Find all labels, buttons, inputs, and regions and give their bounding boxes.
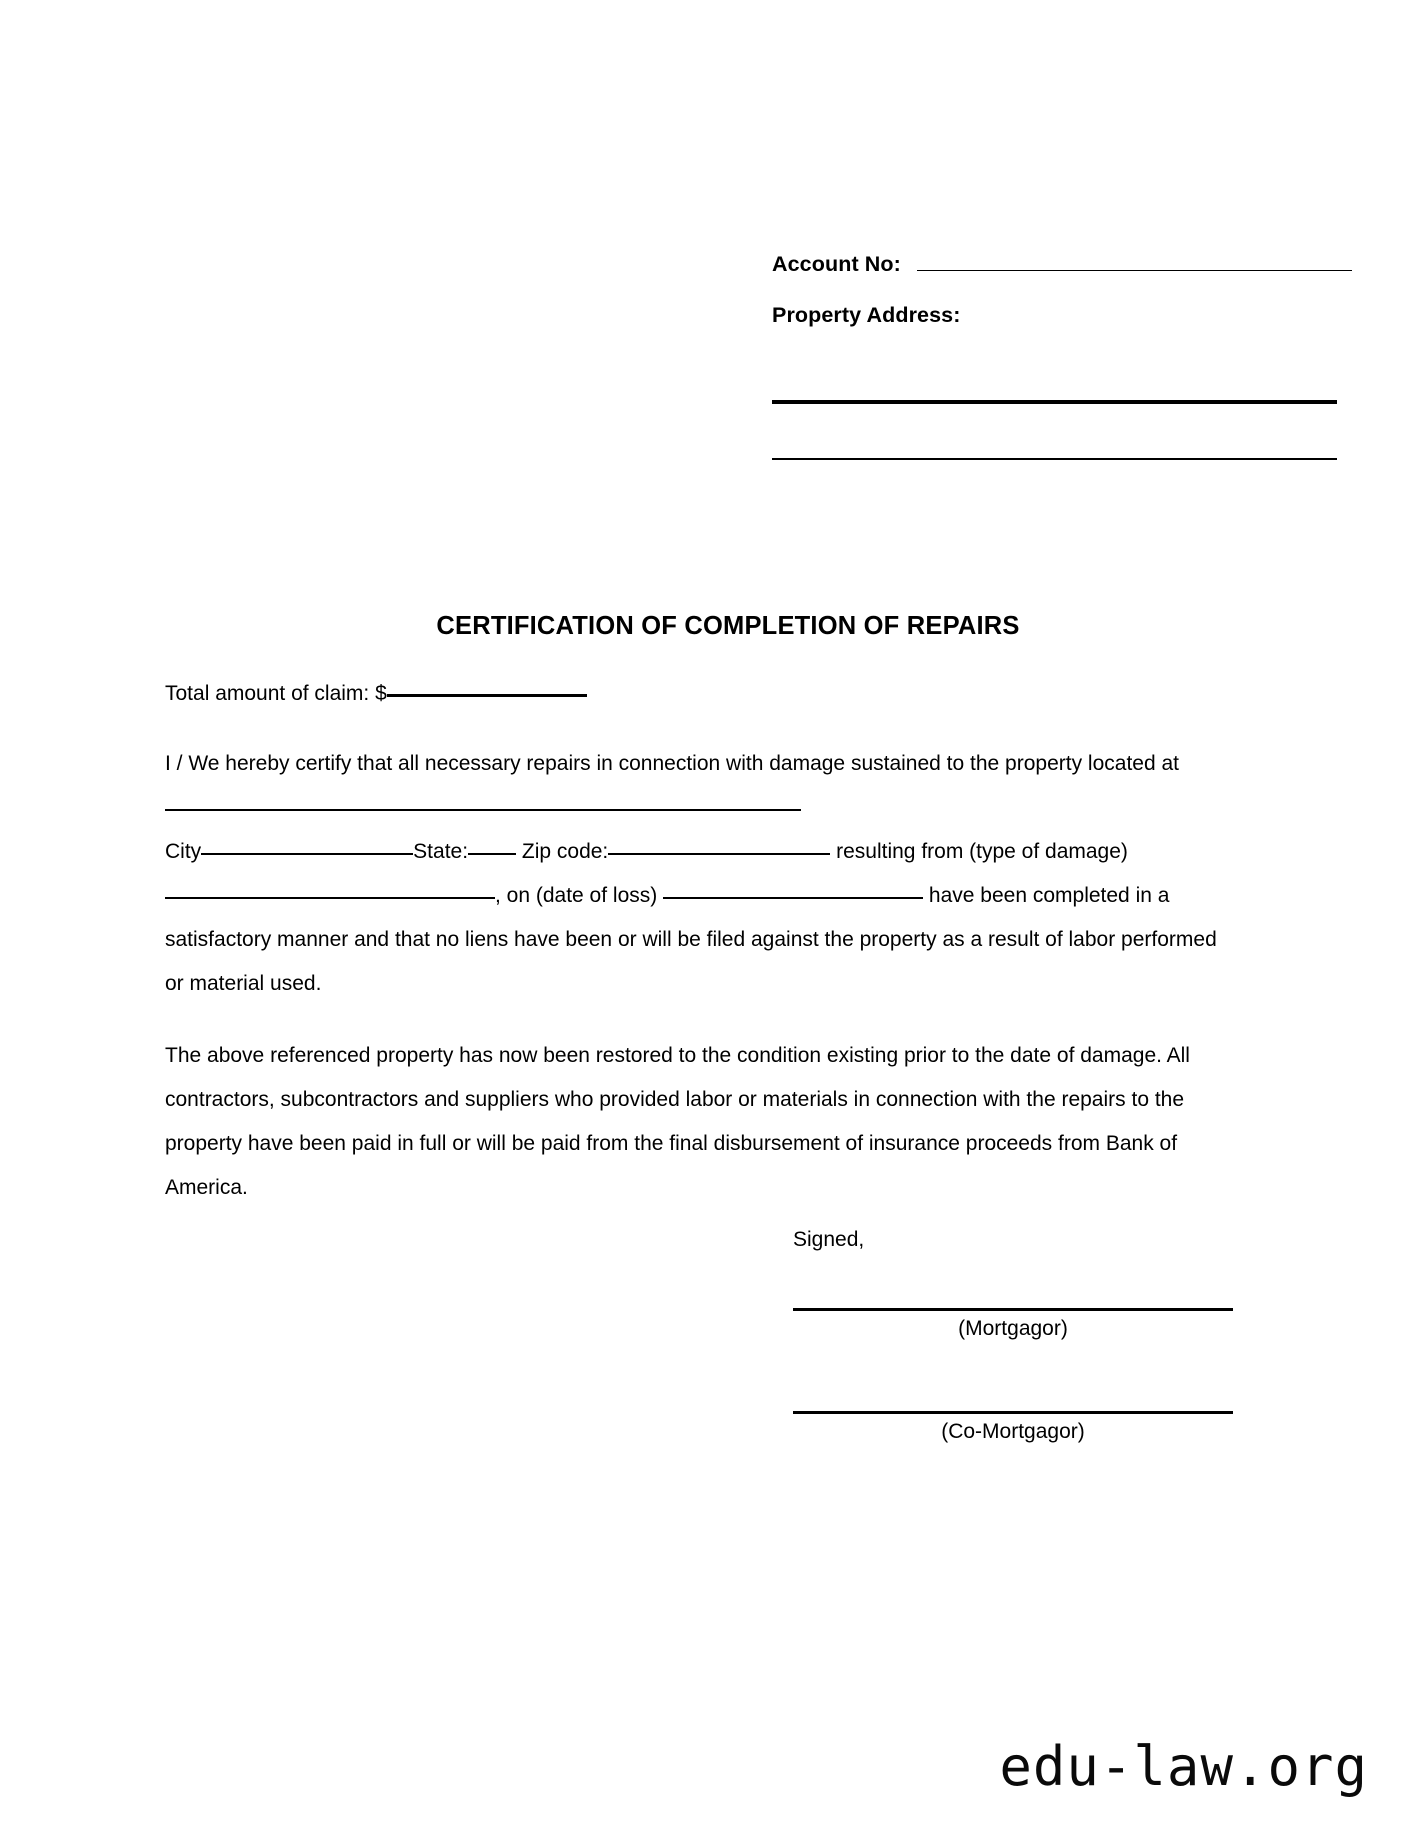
co-mortgagor-signature-line[interactable] bbox=[793, 1411, 1233, 1414]
zip-code-label: Zip code: bbox=[521, 840, 609, 863]
signature-block bbox=[793, 1228, 1263, 1444]
total-claim-label: Total amount of claim: $ bbox=[165, 682, 387, 705]
mortgagor-signature-line[interactable] bbox=[793, 1308, 1233, 1311]
certify-text-part-4: have been completed in a satisfactory manner and that no liens have been or will be filed against the property as a result of labor performed or material used. bbox=[165, 884, 1217, 995]
property-located-blank[interactable] bbox=[165, 809, 801, 811]
certify-text-part-3: , on (date of loss) bbox=[495, 884, 664, 907]
account-no-label: Account No: bbox=[772, 252, 901, 276]
state-blank[interactable] bbox=[468, 853, 516, 855]
document-body bbox=[165, 672, 1237, 1238]
page-title: CERTIFICATION OF COMPLETION OF REPAIRS bbox=[436, 612, 1020, 640]
state-label: State: bbox=[413, 840, 469, 863]
zip-code-blank[interactable] bbox=[608, 853, 830, 855]
account-no-row bbox=[772, 252, 1352, 277]
city-blank[interactable] bbox=[201, 853, 413, 855]
site-watermark: edu-law.org bbox=[999, 1735, 1368, 1798]
total-claim-blank[interactable] bbox=[387, 694, 587, 697]
property-address-label: Property Address: bbox=[772, 303, 961, 327]
property-address-row bbox=[772, 303, 1352, 328]
certification-paragraph bbox=[165, 742, 1237, 1006]
certify-text-part-1: I / We hereby certify that all necessary repairs in connection with damage sustained to the property located at bbox=[165, 752, 1179, 775]
total-claim-line bbox=[165, 672, 1237, 716]
property-address-blank-line-2[interactable] bbox=[772, 458, 1337, 460]
property-address-blank-line-1[interactable] bbox=[772, 400, 1337, 404]
damage-type-blank[interactable] bbox=[165, 897, 495, 899]
signed-label: Signed, bbox=[793, 1228, 865, 1251]
city-label: City bbox=[165, 840, 202, 863]
date-of-loss-blank[interactable] bbox=[663, 897, 923, 899]
mortgagor-caption: (Mortgagor) bbox=[958, 1317, 1068, 1340]
header-block bbox=[772, 252, 1352, 354]
restoration-paragraph: The above referenced property has now been restored to the condition existing prior to the date of damage. All contractors, subcontractors and suppliers who provided labor or materials in connection with the repairs to the property have been paid in full or will be paid from the final disbursement of insurance proceeds from Bank of America. bbox=[165, 1044, 1190, 1199]
signature-spacer bbox=[793, 1341, 1263, 1411]
certify-text-part-2: resulting from (type of damage) bbox=[830, 840, 1128, 863]
co-mortgagor-caption: (Co-Mortgagor) bbox=[941, 1420, 1085, 1443]
account-no-blank[interactable] bbox=[917, 253, 1352, 271]
